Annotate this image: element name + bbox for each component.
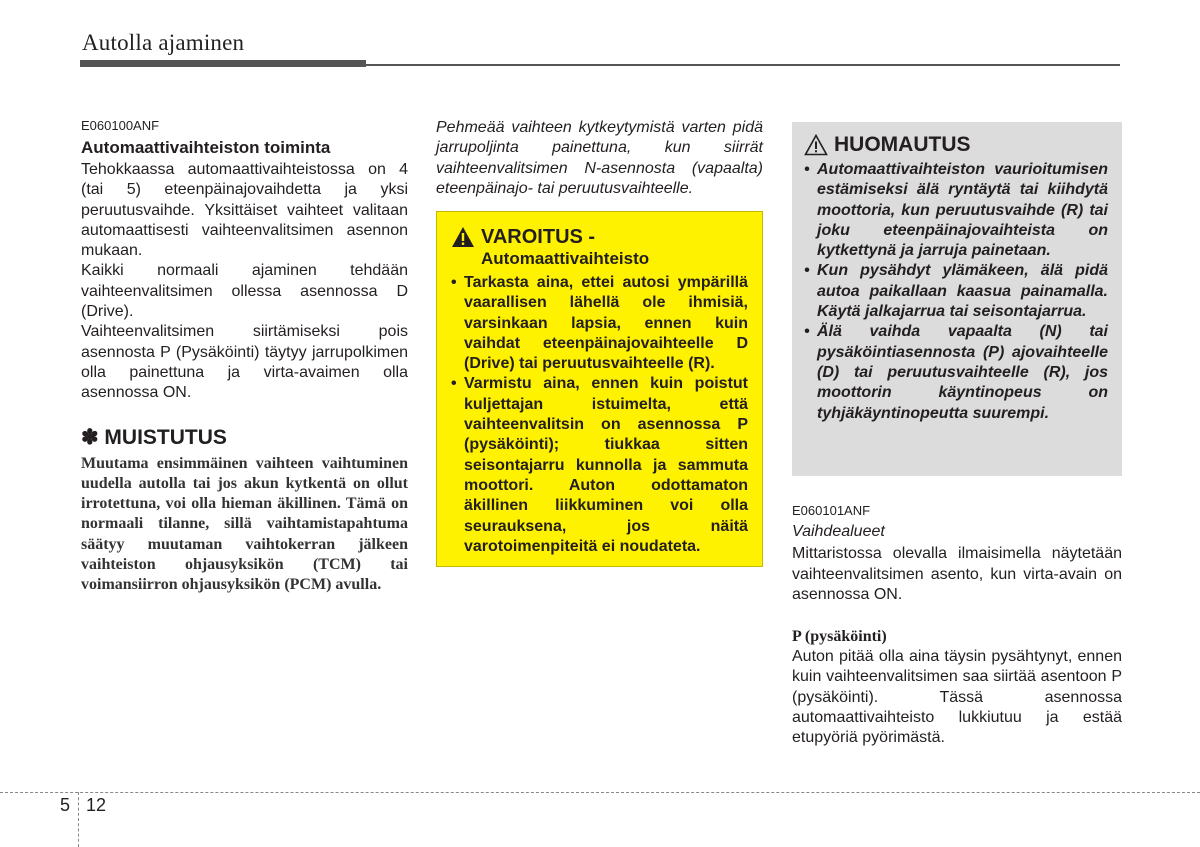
list-item: • Älä vaihda vapaalta (N) tai pysäköintiasennosta (P) ajovaihteelle (D) tai peruutusvaihteelle (R), jos moottorin käyntinopeus on tyhjäkäyntinopeutta suurempi. [804, 322, 1108, 423]
paragraph: Mittaristossa olevalla ilmaisimella näytetään vaihteenvalitsimen asento, kun virta-avain on asennossa ON. [792, 545, 1122, 603]
list-item: • Kun pysähdyt ylämäkeen, älä pidä autoa paikallaan kaasua painamalla. Käytä jalkajarrua tai seisontajarrua. [804, 261, 1108, 322]
note-title: ✽ MUISTUTUS [81, 425, 227, 449]
section-code: E060101ANF [792, 503, 871, 518]
footer-vertical-divider [78, 792, 79, 847]
warning-subtitle: Automaattivaihteisto [481, 249, 650, 268]
paragraph: Kaikki normaali ajaminen tehdään vaihteenvalitsimen ollessa asennossa D (Drive). [81, 262, 408, 321]
paragraph: Auton pitää olla aina täysin pysähtynyt, ennen kuin vaihteenvalitsimen saa siirtää asentoon P (pysäköinti). Tässä asennossa automaattivaihteisto lukkiutuu ja estää etupyöriä pyörimästä. [792, 648, 1122, 747]
caution-box [792, 122, 1122, 476]
paragraph: Tehokkaassa automaattivaihteistossa on 4 (tai 5) eteenpäinajovaihdetta ja yksi peruutusvaihde. Yksittäiset vaihteet valitaan automaattisesti vaihteenvalitsimen asennon mukaan. [81, 161, 408, 260]
column-2 [436, 118, 763, 199]
warning-triangle-icon [451, 226, 475, 248]
caution-heading [804, 133, 1108, 157]
paragraph: Vaihteenvalitsimen siirtämiseksi pois asennosta P (Pysäköinti) täytyy jarrupolkimen olla painettuna ja virta-avaimen olla asennossa ON. [81, 323, 408, 402]
caution-list [804, 160, 1108, 424]
subheading: Vaihdealueet [792, 523, 885, 540]
section-heading: Automaattivaihteiston toiminta [81, 138, 331, 157]
intro-paragraph: Pehmeää vaihteen kytkeytymistä varten pidä jarrupoljinta painettuna, kun siirrät vaihteenvalitsimen N-asennosta (vapaalta) eteenpäinajo- tai peruutusvaihteelle. [436, 119, 763, 197]
warning-list [451, 273, 748, 557]
header-rule-thick [80, 60, 366, 67]
park-heading: P (pysäköinti) [792, 628, 887, 646]
warning-box [436, 211, 763, 567]
list-item: • Automaattivaihteiston vaurioitumisen estämiseksi älä ryntäytä tai kiihdytä moottoria, kun peruutusvaihde (R) tai joku eteenpäinajovaihteista on kytkettynä ja jarruja painetaan. [804, 160, 1108, 261]
caution-triangle-icon [804, 134, 828, 156]
warning-title: VAROITUS - [481, 226, 596, 248]
column-1 [81, 118, 408, 596]
page-header-title: Autolla ajaminen [82, 30, 245, 55]
footer-divider [0, 792, 1200, 793]
list-item: • Varmistu aina, ennen kuin poistut kuljettajan istuimelta, että vaihteenvalitsin on asennossa P (pysäköinti); tiukkaa sitten seisontajarru kunnolla ja sammuta moottori. Auton odottamaton äkillinen liikkuminen voi olla seurauksena, jos näitä varotoimenpiteitä ei noudateta. [451, 374, 748, 557]
warning-heading [451, 225, 748, 249]
note-body: Muutama ensimmäinen vaihteen vaihtuminen uudella autolla tai jos akun kytkentä on ollut irrotettuna, voi olla hieman äkillinen. Tämä on normaali tilanne, sillä vaihtamistapahtuma säätyy muutaman vaihtokerran jälkeen vaihteiston ohjausyksikön (TCM) tai voimansiirron ohjausyksikön (PCM) avulla. [81, 454, 408, 594]
chapter-number: 5 [60, 795, 71, 815]
caution-title: HUOMAUTUS [834, 133, 971, 156]
column-3-lower [792, 503, 1122, 749]
page-number: 12 [86, 795, 107, 815]
section-code: E060100ANF [81, 118, 160, 133]
list-item: • Tarkasta aina, ettei autosi ympärillä vaarallisen lähellä ole ihmisiä, varsinkaan lapsia, ennen kuin vaihdat eteenpäinajovaihteelle D (Drive) tai peruutusvaihteelle (R). [451, 273, 748, 374]
header-rule-thin [366, 64, 1120, 66]
